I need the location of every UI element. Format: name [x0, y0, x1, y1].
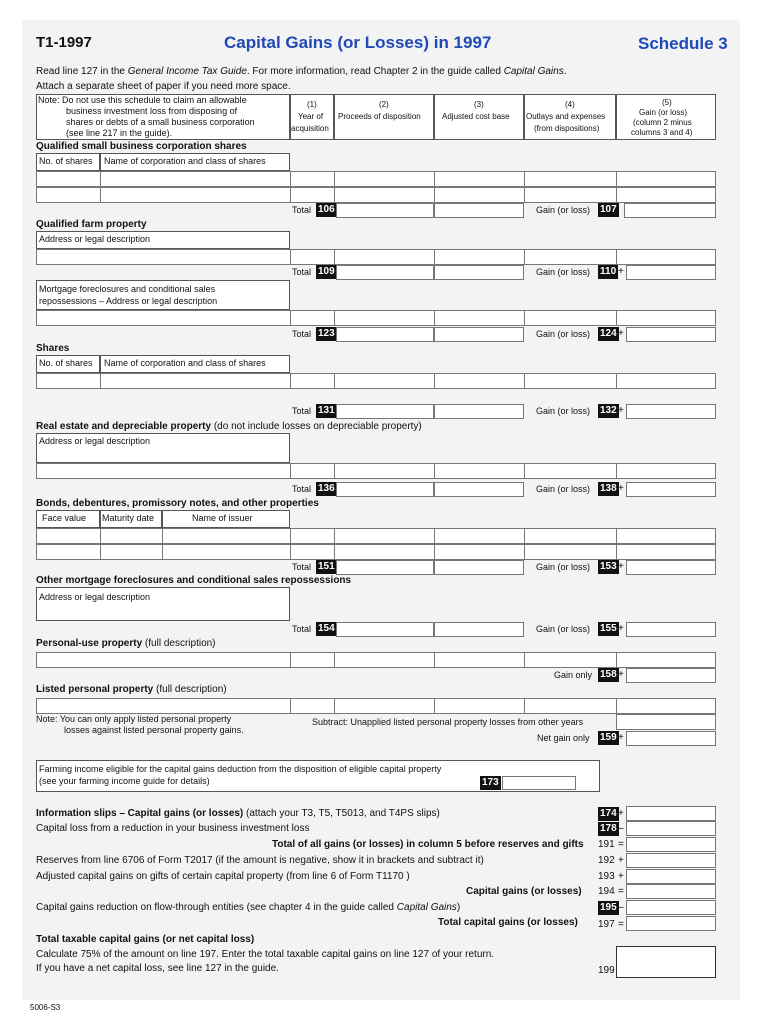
line-191-code: 191 — [598, 839, 615, 850]
plus-138: + — [618, 483, 624, 494]
line-131-code: 131 — [318, 405, 335, 416]
listed-heading: Listed personal property — [36, 684, 154, 695]
shares-gain-label: Gain (or loss) — [536, 406, 591, 416]
line-106-field[interactable] — [336, 203, 434, 218]
line-123-code: 123 — [318, 328, 335, 339]
col2-label: Proceeds of disposition — [338, 112, 421, 121]
listed-row-1[interactable] — [36, 698, 716, 714]
bonds-issuer-label: Name of issuer — [192, 513, 253, 523]
adjusted-gains-label: Adjusted capital gains on gifts of certain capital property (from line 6 of Form T1170 ) — [36, 871, 410, 882]
qsbc-total-label: Total — [292, 205, 312, 215]
line-193-field[interactable] — [626, 869, 716, 884]
personal-use-heading: Personal-use property — [36, 638, 143, 649]
plus-110: + — [618, 266, 624, 277]
intro-text-b: . For more information, read Chapter 2 in the guide called — [246, 66, 504, 77]
line-199-field[interactable] — [616, 946, 716, 978]
col1-num: (1) — [307, 100, 317, 109]
farm-gain-label: Gain (or loss) — [536, 267, 591, 277]
taxable-title: Total taxable capital gains (or net capital loss) — [36, 934, 255, 945]
bonds-acb-total[interactable] — [434, 560, 524, 575]
plus-158: + — [618, 669, 624, 680]
plus-192: + — [618, 855, 624, 866]
col4-num: (4) — [565, 100, 575, 109]
shares-name-label: Name of corporation and class of shares — [104, 358, 266, 368]
mortgage-label-1: Mortgage foreclosures and conditional sales — [39, 284, 216, 294]
real-estate-row-1[interactable] — [36, 463, 716, 479]
mortgage-total-label: Total — [292, 329, 312, 339]
capital-gains-label: Capital gains (or losses) — [466, 886, 582, 897]
bonds-maturity-label: Maturity date — [102, 513, 155, 523]
listed-note-text: (full description) — [153, 684, 227, 695]
reserves-label: Reserves from line 6706 of Form T2017 (if the amount is negative, show it in brackets and subtract it) — [36, 855, 484, 866]
shares-total-label: Total — [292, 406, 312, 416]
taxable-line-1: Calculate 75% of the amount on line 197. Enter the total taxable capital gains on line 127 of your return. — [36, 949, 495, 960]
line-159-code: 159 — [600, 732, 617, 743]
minus-195: – — [618, 902, 624, 913]
intro-line-2: Attach a separate sheet of paper if you need more space. — [36, 81, 291, 92]
line-138-code: 138 — [600, 483, 617, 494]
equals-197: = — [618, 919, 624, 930]
section-shares-title: Shares — [36, 343, 70, 354]
capital-loss-label: Capital loss from a reduction in your business investment loss — [36, 823, 310, 834]
line-193-code: 193 — [598, 871, 615, 882]
line-136-field[interactable] — [336, 482, 434, 497]
line-124-field[interactable] — [626, 327, 716, 342]
listed-net-gain-label: Net gain only — [537, 733, 590, 743]
bonds-row-1[interactable] — [36, 528, 716, 544]
equals-194: = — [618, 886, 624, 897]
line-107-code: 107 — [600, 204, 617, 215]
col2-num: (2) — [379, 100, 389, 109]
real-estate-heading: Real estate and depreciable property — [36, 421, 212, 432]
real-estate-address-label: Address or legal description — [39, 436, 151, 446]
bonds-face-label: Face value — [42, 513, 87, 523]
line-173-code: 173 — [482, 777, 499, 788]
line-109-code: 109 — [318, 266, 335, 277]
line-132-code: 132 — [600, 405, 617, 416]
line-194-field[interactable] — [626, 884, 716, 899]
line-151-code: 151 — [318, 561, 335, 572]
real-estate-gain-label: Gain (or loss) — [536, 484, 591, 494]
line-110-field[interactable] — [626, 265, 716, 280]
other-mortgage-gain-label: Gain (or loss) — [536, 624, 591, 634]
minus-178: – — [618, 823, 624, 834]
note-line-3: shares or debts of a small business corporation — [66, 117, 255, 127]
plus-174: + — [618, 808, 624, 819]
farm-address-label: Address or legal description — [39, 234, 151, 244]
form-id: T1-1997 — [36, 34, 92, 51]
line-153-code: 153 — [600, 561, 617, 572]
shares-no-label: No. of shares — [39, 358, 93, 368]
line-158-field[interactable] — [626, 668, 716, 683]
section-qsbc-title: Qualified small business corporation shares — [36, 141, 247, 152]
bonds-gain-label: Gain (or loss) — [536, 562, 591, 572]
section-bonds-title: Bonds, debentures, promissory notes, and other properties — [36, 498, 319, 509]
bonds-total-label: Total — [292, 562, 312, 572]
farming-line-1: Farming income eligible for the capital gains deduction from the disposition of eligible capital property — [39, 764, 442, 774]
line-136-code: 136 — [318, 483, 335, 494]
shares-acb-total[interactable] — [434, 404, 524, 419]
line-195-field[interactable] — [626, 900, 716, 915]
intro-capital-gains: Capital Gains — [503, 66, 564, 77]
mortgage-row-1[interactable] — [36, 310, 716, 326]
col5-num: (5) — [662, 98, 672, 107]
intro-text-c: . — [563, 66, 567, 77]
other-mortgage-acb-total[interactable] — [434, 622, 524, 637]
col4-label-a: Outlays and expenses — [526, 112, 606, 121]
line-178-code: 178 — [600, 823, 617, 834]
personal-use-gain-label: Gain only — [554, 670, 593, 680]
taxable-line-2: If you have a net capital loss, see line 127 in the guide. — [36, 963, 279, 974]
line-154-field[interactable] — [336, 622, 434, 637]
bonds-row-2[interactable] — [36, 544, 716, 560]
total-all-label: Total of all gains (or losses) in column 5 before reserves and gifts — [272, 839, 584, 850]
line-132-field[interactable] — [626, 404, 716, 419]
plus-155: + — [618, 623, 624, 634]
line-107-field[interactable] — [624, 203, 716, 218]
line-159-field[interactable] — [626, 731, 716, 746]
intro-text-a: Read line 127 in the — [36, 66, 128, 77]
farm-total-label: Total — [292, 267, 312, 277]
line-153-field[interactable] — [626, 560, 716, 575]
section-listed-title — [36, 684, 227, 695]
line-197-field[interactable] — [626, 916, 716, 931]
line-192-field[interactable] — [626, 853, 716, 868]
personal-use-row-1[interactable] — [36, 652, 716, 668]
section-farm-title: Qualified farm property — [36, 219, 147, 230]
line-173-field[interactable] — [502, 776, 576, 790]
col4-label-b: (from dispositions) — [534, 124, 600, 133]
real-estate-total-label: Total — [292, 484, 312, 494]
note-line-4: (see line 217 in the guide). — [66, 128, 173, 138]
intro-line-1 — [36, 66, 567, 77]
farming-line-2: (see your farming income guide for details) — [39, 776, 210, 786]
line-123-field[interactable] — [336, 327, 434, 342]
other-mortgage-total-label: Total — [292, 624, 312, 634]
shares-row-1[interactable] — [36, 373, 716, 389]
line-124-code: 124 — [600, 328, 617, 339]
section-personal-use-title — [36, 638, 216, 649]
mortgage-acb-total[interactable] — [434, 327, 524, 342]
qsbc-shares-label: No. of shares — [39, 156, 93, 166]
intro-guide-name: General Income Tax Guide — [127, 66, 247, 77]
line-195-code: 195 — [600, 902, 617, 913]
section-real-estate-title — [36, 421, 422, 432]
col1-label-a: Year of — [298, 112, 324, 121]
farm-row-1[interactable] — [36, 249, 716, 265]
plus-132: + — [618, 405, 624, 416]
qsbc-acb-total[interactable] — [434, 203, 524, 218]
page-title: Capital Gains (or Losses) in 1997 — [224, 33, 492, 52]
qsbc-gain-label: Gain (or loss) — [536, 205, 591, 215]
line-191-field[interactable] — [626, 837, 716, 852]
form-number: 5006-S3 — [30, 1003, 61, 1012]
line-158-code: 158 — [600, 669, 617, 680]
plus-193: + — [618, 871, 624, 882]
real-estate-acb-total[interactable] — [434, 482, 524, 497]
section-other-mortgage-title: Other mortgage foreclosures and conditional sales repossessions — [36, 575, 352, 586]
listed-note-line-2: losses against listed personal property gains. — [64, 725, 244, 735]
reduction-line — [36, 902, 460, 913]
note-line-1: Note: Do not use this schedule to claim an allowable — [38, 95, 247, 105]
line-174-field[interactable] — [626, 806, 716, 821]
line-155-code: 155 — [600, 623, 617, 634]
col1-label-b: acquisition — [291, 124, 329, 133]
reduction-text-a: Capital gains reduction on flow-through entities (see chapter 4 in the guide called — [36, 902, 397, 913]
col5-label-c: columns 3 and 4) — [631, 128, 693, 137]
total-capital-label: Total capital gains (or losses) — [438, 917, 578, 928]
qsbc-row-1[interactable] — [36, 171, 716, 187]
listed-subtract-field[interactable] — [616, 714, 716, 730]
mortgage-gain-label: Gain (or loss) — [536, 329, 591, 339]
other-mortgage-address-label: Address or legal description — [39, 592, 151, 602]
form-page — [22, 20, 740, 1000]
plus-159: + — [618, 732, 624, 743]
reduction-text-c: ) — [456, 902, 461, 913]
info-slips-heading: Information slips – Capital gains (or losses) — [36, 808, 244, 819]
line-110-code: 110 — [600, 266, 617, 277]
mortgage-label-2: repossessions – Address or legal description — [39, 296, 218, 306]
listed-subtract-label: Subtract: Unapplied listed personal property losses from other years — [312, 717, 584, 727]
plus-124: + — [618, 328, 624, 339]
col3-label: Adjusted cost base — [442, 112, 510, 121]
line-155-field[interactable] — [626, 622, 716, 637]
qsbc-name-label: Name of corporation and class of shares — [104, 156, 266, 166]
personal-use-note: (full description) — [142, 638, 216, 649]
col3-num: (3) — [474, 100, 484, 109]
line-178-field[interactable] — [626, 821, 716, 836]
schedule-label: Schedule 3 — [638, 34, 728, 53]
listed-note-line-1: Note: You can only apply listed personal property — [36, 714, 232, 724]
line-194-code: 194 — [598, 886, 615, 897]
line-138-field[interactable] — [626, 482, 716, 497]
line-199-code: 199 — [598, 965, 615, 976]
info-slips-line — [36, 808, 440, 819]
plus-153: + — [618, 561, 624, 572]
line-174-code: 174 — [600, 808, 617, 819]
line-109-field[interactable] — [336, 265, 434, 280]
line-197-code: 197 — [598, 919, 615, 930]
line-154-code: 154 — [318, 623, 335, 634]
reduction-guide-name: Capital Gains — [396, 902, 457, 913]
real-estate-note: (do not include losses on depreciable property) — [211, 421, 422, 432]
qsbc-row-2[interactable] — [36, 187, 716, 203]
line-106-code: 106 — [318, 204, 335, 215]
line-131-field[interactable] — [336, 404, 434, 419]
info-slips-note: (attach your T3, T5, T5013, and T4PS slips) — [243, 808, 440, 819]
line-192-code: 192 — [598, 855, 615, 866]
line-151-field[interactable] — [336, 560, 434, 575]
farm-acb-total[interactable] — [434, 265, 524, 280]
col5-label-a: Gain (or loss) — [639, 108, 688, 117]
equals-191: = — [618, 839, 624, 850]
note-line-2: business investment loss from disposing of — [66, 106, 238, 116]
col5-label-b: (column 2 minus — [633, 118, 692, 127]
